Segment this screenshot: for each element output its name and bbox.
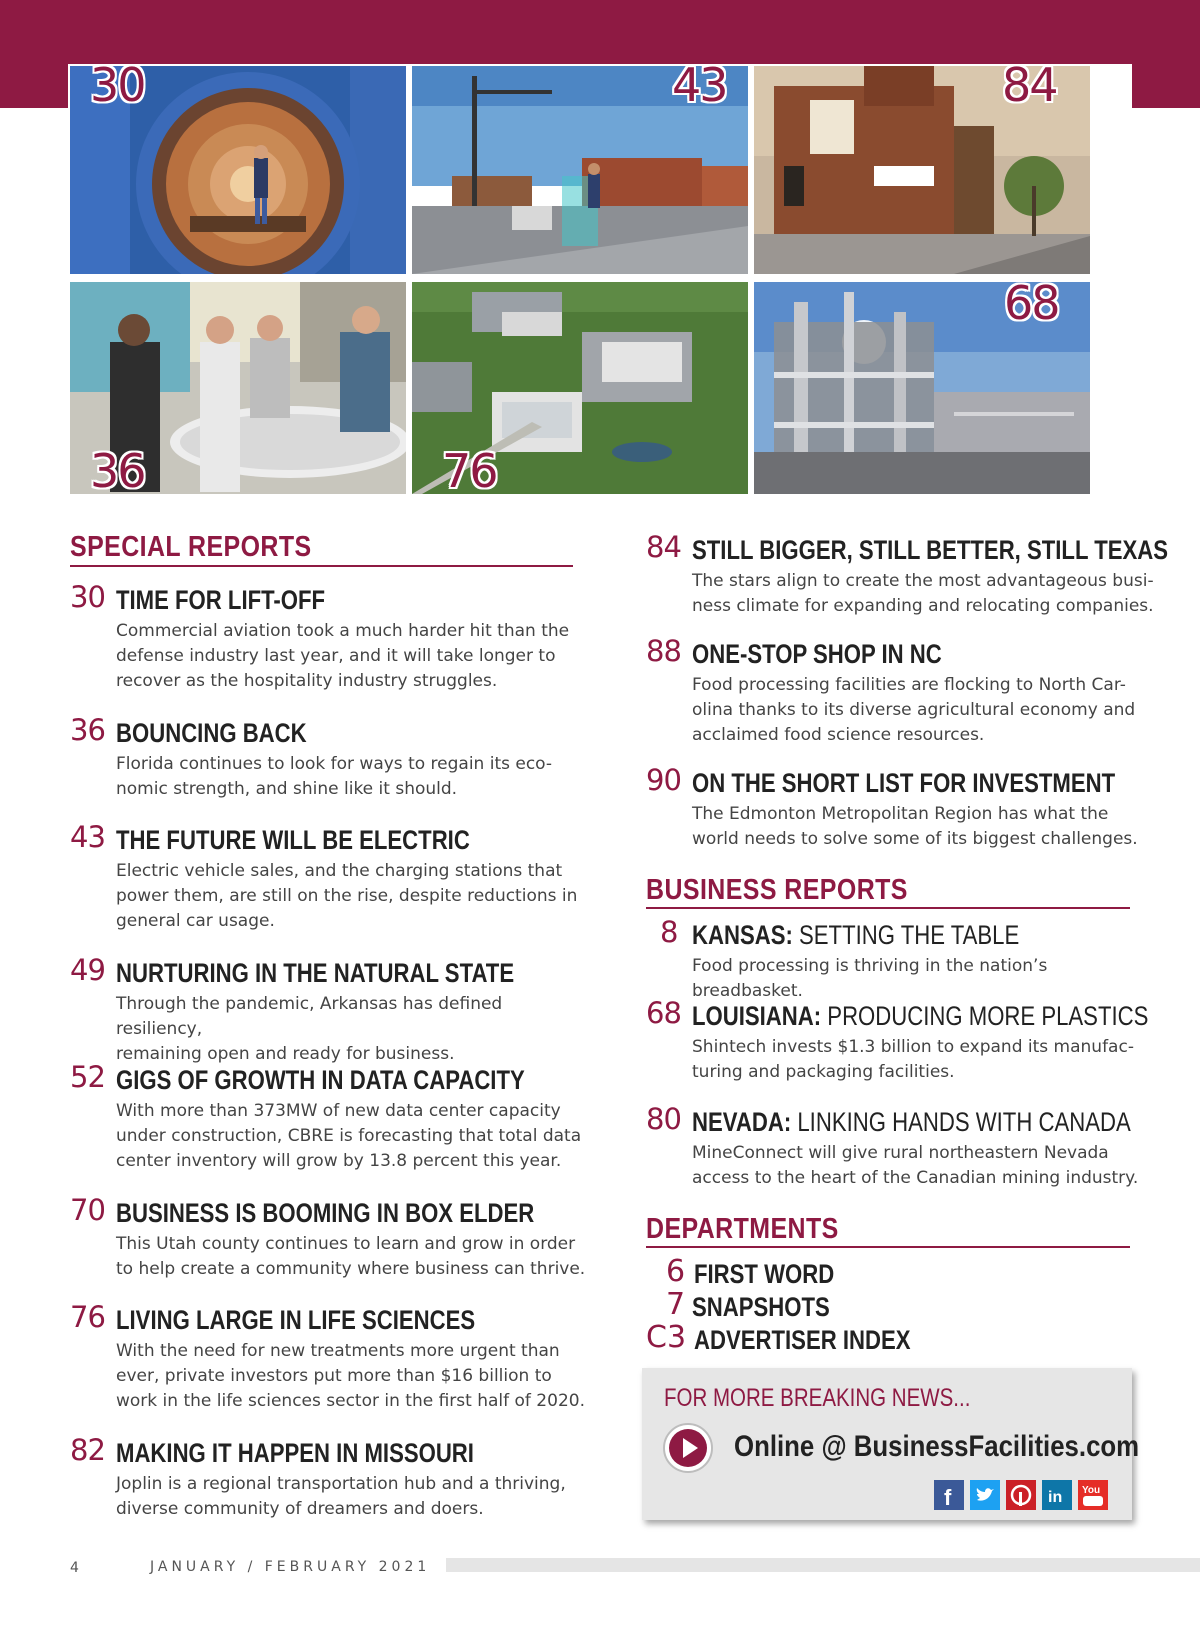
desc-line: turing and packaging facilities. — [692, 1062, 955, 1082]
desc-line: diverse community of dreamers and doers. — [116, 1499, 484, 1519]
photo-number: 76 — [442, 444, 497, 498]
entry-title: ONE-STOP SHOP IN NC — [692, 639, 942, 669]
page-number: 90 — [646, 763, 681, 797]
svg-text:f: f — [944, 1485, 952, 1510]
entry-title: BOUNCING BACK — [116, 718, 307, 748]
desc-line: to help create a community where business can thrive. — [116, 1259, 586, 1279]
svg-text:in: in — [1048, 1489, 1063, 1506]
page-number: 68 — [646, 996, 681, 1030]
entry-subtitle: LINKING HANDS WITH CANADA — [791, 1107, 1131, 1137]
page-number: 80 — [646, 1102, 681, 1136]
entry-title — [692, 1109, 1131, 1136]
desc-line: Food processing is thriving in the nation’s breadbasket. — [692, 956, 1048, 1001]
entry-description — [116, 1232, 586, 1282]
state-name: KANSAS: — [692, 920, 793, 950]
desc-line: Electric vehicle sales, and the charging stations that — [116, 861, 563, 881]
desc-line: work in the life sciences sector in the first half of 2020. — [116, 1391, 585, 1411]
photo-number: 30 — [90, 58, 145, 112]
state-name: LOUISIANA: — [692, 1001, 822, 1031]
svg-text:You: You — [1082, 1485, 1101, 1496]
state-name: NEVADA: — [692, 1107, 792, 1137]
entry-description — [116, 1099, 586, 1174]
entry-description — [116, 752, 586, 802]
entry-subtitle: SETTING THE TABLE — [792, 920, 1020, 950]
section-rule — [646, 907, 1130, 909]
photo-grid — [68, 58, 1132, 512]
play-icon[interactable] — [662, 1422, 714, 1474]
page-number: C3 — [646, 1320, 687, 1355]
page-number: 8 — [660, 915, 678, 949]
page-number: 82 — [70, 1433, 105, 1467]
page-number: 7 — [666, 1287, 686, 1322]
twitter-icon[interactable] — [970, 1480, 1000, 1510]
desc-line: The Edmonton Metropolitan Region has what the — [692, 804, 1109, 824]
entry-subtitle: PRODUCING MORE PLASTICS — [821, 1001, 1149, 1031]
page-number: 76 — [70, 1300, 105, 1334]
desc-line: This Utah county continues to learn and grow in order — [116, 1234, 576, 1254]
desc-line: Florida continues to look for ways to regain its eco- — [116, 754, 553, 774]
desc-line: With more than 373MW of new data center capacity — [116, 1101, 561, 1121]
department-title: FIRST WORD — [694, 1259, 835, 1289]
website-link[interactable]: Online @ BusinessFacilities.com — [734, 1430, 1140, 1463]
entry-description — [116, 992, 586, 1067]
desc-line: olina thanks to its diverse agricultural economy and — [692, 700, 1136, 720]
desc-line: center inventory will grow by 13.8 percent this year. — [116, 1151, 562, 1171]
desc-line: general car usage. — [116, 911, 275, 931]
pinterest-icon[interactable] — [1006, 1480, 1036, 1510]
entry-title: TIME FOR LIFT-OFF — [116, 585, 326, 615]
entry-title: NURTURING IN THE NATURAL STATE — [116, 958, 515, 988]
breaking-news-box — [642, 1368, 1140, 1520]
section-rule — [646, 1246, 1130, 1248]
entry-title — [692, 922, 1019, 949]
page-number: 43 — [70, 820, 105, 854]
entry-title — [692, 1003, 1148, 1030]
entry-description — [692, 673, 1162, 748]
entry-description — [692, 1141, 1162, 1191]
desc-line: recover as the hospitality industry struggles. — [116, 671, 498, 691]
entry-description — [692, 802, 1162, 852]
photo-number: 68 — [1004, 276, 1059, 330]
entry-title: MAKING IT HAPPEN IN MISSOURI — [116, 1438, 474, 1468]
page-number: 88 — [646, 634, 681, 668]
footer-bar — [446, 1558, 1200, 1572]
entry-title: THE FUTURE WILL BE ELECTRIC — [116, 825, 470, 855]
page-folio: 4 — [70, 1560, 79, 1576]
photo-number: 43 — [672, 58, 727, 112]
facebook-icon[interactable] — [934, 1480, 964, 1510]
entry-description — [116, 1472, 586, 1522]
page-number: 36 — [70, 713, 105, 747]
page-number: 30 — [70, 580, 105, 614]
entry-title: ON THE SHORT LIST FOR INVESTMENT — [692, 768, 1116, 798]
desc-line: ness climate for expanding and relocating companies. — [692, 596, 1154, 616]
entry-description — [116, 1339, 586, 1414]
desc-line: power them, are still on the rise, despite reductions in — [116, 886, 578, 906]
desc-line: ever, private investors put more than $16 billion to — [116, 1366, 552, 1386]
page-number: 6 — [666, 1254, 686, 1289]
page-number: 49 — [70, 953, 105, 987]
issue-date: JANUARY / FEBRUARY 2021 — [150, 1559, 431, 1575]
section-heading: DEPARTMENTS — [646, 1213, 839, 1245]
entry-description — [692, 569, 1162, 619]
page-number: 84 — [646, 530, 681, 564]
department-title: ADVERTISER INDEX — [694, 1325, 911, 1355]
desc-line: Shintech invests $1.3 billion to expand its manufac- — [692, 1037, 1134, 1057]
desc-line: Joplin is a regional transportation hub and a thriving, — [116, 1474, 566, 1494]
desc-line: remaining open and ready for business. — [116, 1044, 455, 1064]
section-rule — [70, 565, 573, 567]
page-number: 70 — [70, 1193, 105, 1227]
desc-line: Food processing facilities are flocking to North Car- — [692, 675, 1126, 695]
desc-line: acclaimed food science resources. — [692, 725, 985, 745]
desc-line: world needs to solve some of its biggest challenges. — [692, 829, 1138, 849]
photo-number: 36 — [90, 444, 145, 498]
page-number: 52 — [70, 1060, 105, 1094]
entry-title: LIVING LARGE IN LIFE SCIENCES — [116, 1305, 476, 1335]
entry-title: GIGS OF GROWTH IN DATA CAPACITY — [116, 1065, 525, 1095]
desc-line: Through the pandemic, Arkansas has defined resiliency, — [116, 994, 503, 1039]
linkedin-icon[interactable] — [1042, 1480, 1072, 1510]
entry-title: BUSINESS IS BOOMING IN BOX ELDER — [116, 1198, 535, 1228]
desc-line: With the need for new treatments more urgent than — [116, 1341, 560, 1361]
desc-line: Commercial aviation took a much harder hit than the — [116, 621, 570, 641]
entry-title: STILL BIGGER, STILL BETTER, STILL TEXAS — [692, 535, 1169, 565]
news-heading: FOR MORE BREAKING NEWS... — [664, 1384, 971, 1412]
department-title: SNAPSHOTS — [692, 1292, 830, 1322]
section-heading: SPECIAL REPORTS — [70, 531, 312, 563]
entry-description — [116, 619, 586, 694]
entry-description — [692, 954, 1162, 1004]
desc-line: under construction, CBRE is forecasting that total data — [116, 1126, 582, 1146]
section-heading: BUSINESS REPORTS — [646, 874, 908, 906]
desc-line: MineConnect will give rural northeastern Nevada — [692, 1143, 1109, 1163]
desc-line: The stars align to create the most advantageous busi- — [692, 571, 1154, 591]
entry-description — [692, 1035, 1162, 1085]
entry-description — [116, 859, 586, 934]
desc-line: nomic strength, and shine like it should. — [116, 779, 458, 799]
photo-number: 84 — [1002, 58, 1057, 112]
desc-line: access to the heart of the Canadian mining industry. — [692, 1168, 1139, 1188]
youtube-icon[interactable] — [1078, 1480, 1108, 1510]
desc-line: defense industry last year, and it will take longer to — [116, 646, 556, 666]
